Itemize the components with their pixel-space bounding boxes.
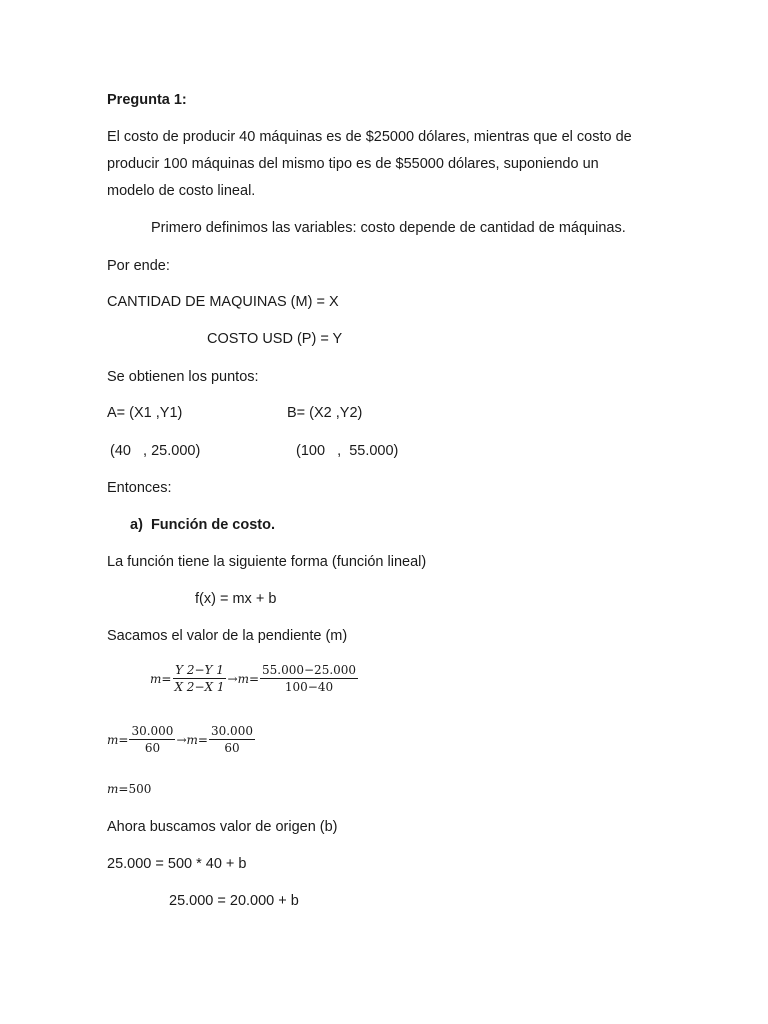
eq1-equals: = — [161, 671, 172, 686]
eq1-lhs: m — [150, 671, 162, 686]
eq3-lhs: m — [107, 782, 119, 796]
intro-line-3: modelo de costo lineal. — [107, 183, 256, 199]
function-form-text: La función tiene la siguiente forma (función lineal) — [107, 554, 427, 570]
calculation-line-2: 25.000 = 20.000 + b — [169, 893, 299, 909]
variable-x-definition: CANTIDAD DE MAQUINAS (M) = X — [107, 294, 339, 310]
eq2-lhs-2: m — [186, 732, 198, 747]
eq1-fraction-2 — [260, 663, 358, 694]
slope-text: Sacamos el valor de la pendiente (m) — [107, 628, 348, 644]
slope-equation-1 — [150, 663, 359, 694]
eq2-denominator-1: 60 — [144, 741, 161, 755]
variable-y-definition: COSTO USD (P) = Y — [207, 331, 343, 347]
entonces-text: Entonces: — [107, 480, 172, 496]
eq1-equals-2: = — [248, 671, 260, 686]
eq1-denominator-2: 100−40 — [284, 680, 334, 694]
eq2-fraction-2 — [209, 724, 255, 755]
eq2-arrow: → — [176, 732, 187, 747]
point-b-values: (100 , 55.000) — [296, 443, 399, 459]
intro-line-2: producir 100 máquinas del mismo tipo es de $55000 dólares, suponiendo un — [107, 156, 599, 172]
eq2-denominator-2: 60 — [224, 741, 240, 755]
eq2-numerator-2: 30.000 — [210, 724, 253, 738]
define-variables-text: Primero definimos las variables: costo depende de cantidad de máquinas. — [151, 220, 626, 236]
point-a-values: (40 , 25.000) — [110, 443, 201, 459]
eq1-lhs-2: m — [237, 671, 249, 686]
slope-equation-2 — [107, 724, 256, 755]
eq1-fraction-1 — [172, 663, 226, 694]
question-heading: Pregunta 1: — [107, 92, 187, 108]
eq2-fraction-1 — [129, 724, 175, 755]
eq1-denominator-1: X 2−X 1 — [174, 680, 225, 694]
eq2-numerator-1: 30.000 — [131, 724, 174, 738]
points-intro-text: Se obtienen los puntos: — [107, 369, 259, 385]
por-ende-text: Por ende: — [107, 258, 170, 274]
slope-result — [107, 782, 151, 796]
eq1-numerator-1: Y 2−Y 1 — [175, 663, 224, 677]
origin-text: Ahora buscamos valor de origen (b) — [107, 819, 338, 835]
eq2-equals: = — [118, 732, 129, 747]
eq2-equals-2: = — [197, 732, 208, 747]
eq2-lhs: m — [107, 732, 119, 747]
eq1-arrow: → — [227, 671, 238, 686]
section-a-heading: a) Función de costo. — [130, 517, 276, 533]
linear-formula: f(x) = mx + b — [195, 591, 277, 607]
point-b-label: B= (X2 ,Y2) — [287, 405, 363, 421]
eq3-rhs: =500 — [118, 782, 152, 796]
intro-line-1: El costo de producir 40 máquinas es de $25000 dólares, mientras que el costo de — [107, 129, 632, 145]
point-a-label: A= (X1 ,Y1) — [107, 405, 183, 421]
calculation-line-1: 25.000 = 500 * 40 + b — [107, 856, 247, 872]
eq1-numerator-2: 55.000−25.000 — [262, 663, 357, 677]
